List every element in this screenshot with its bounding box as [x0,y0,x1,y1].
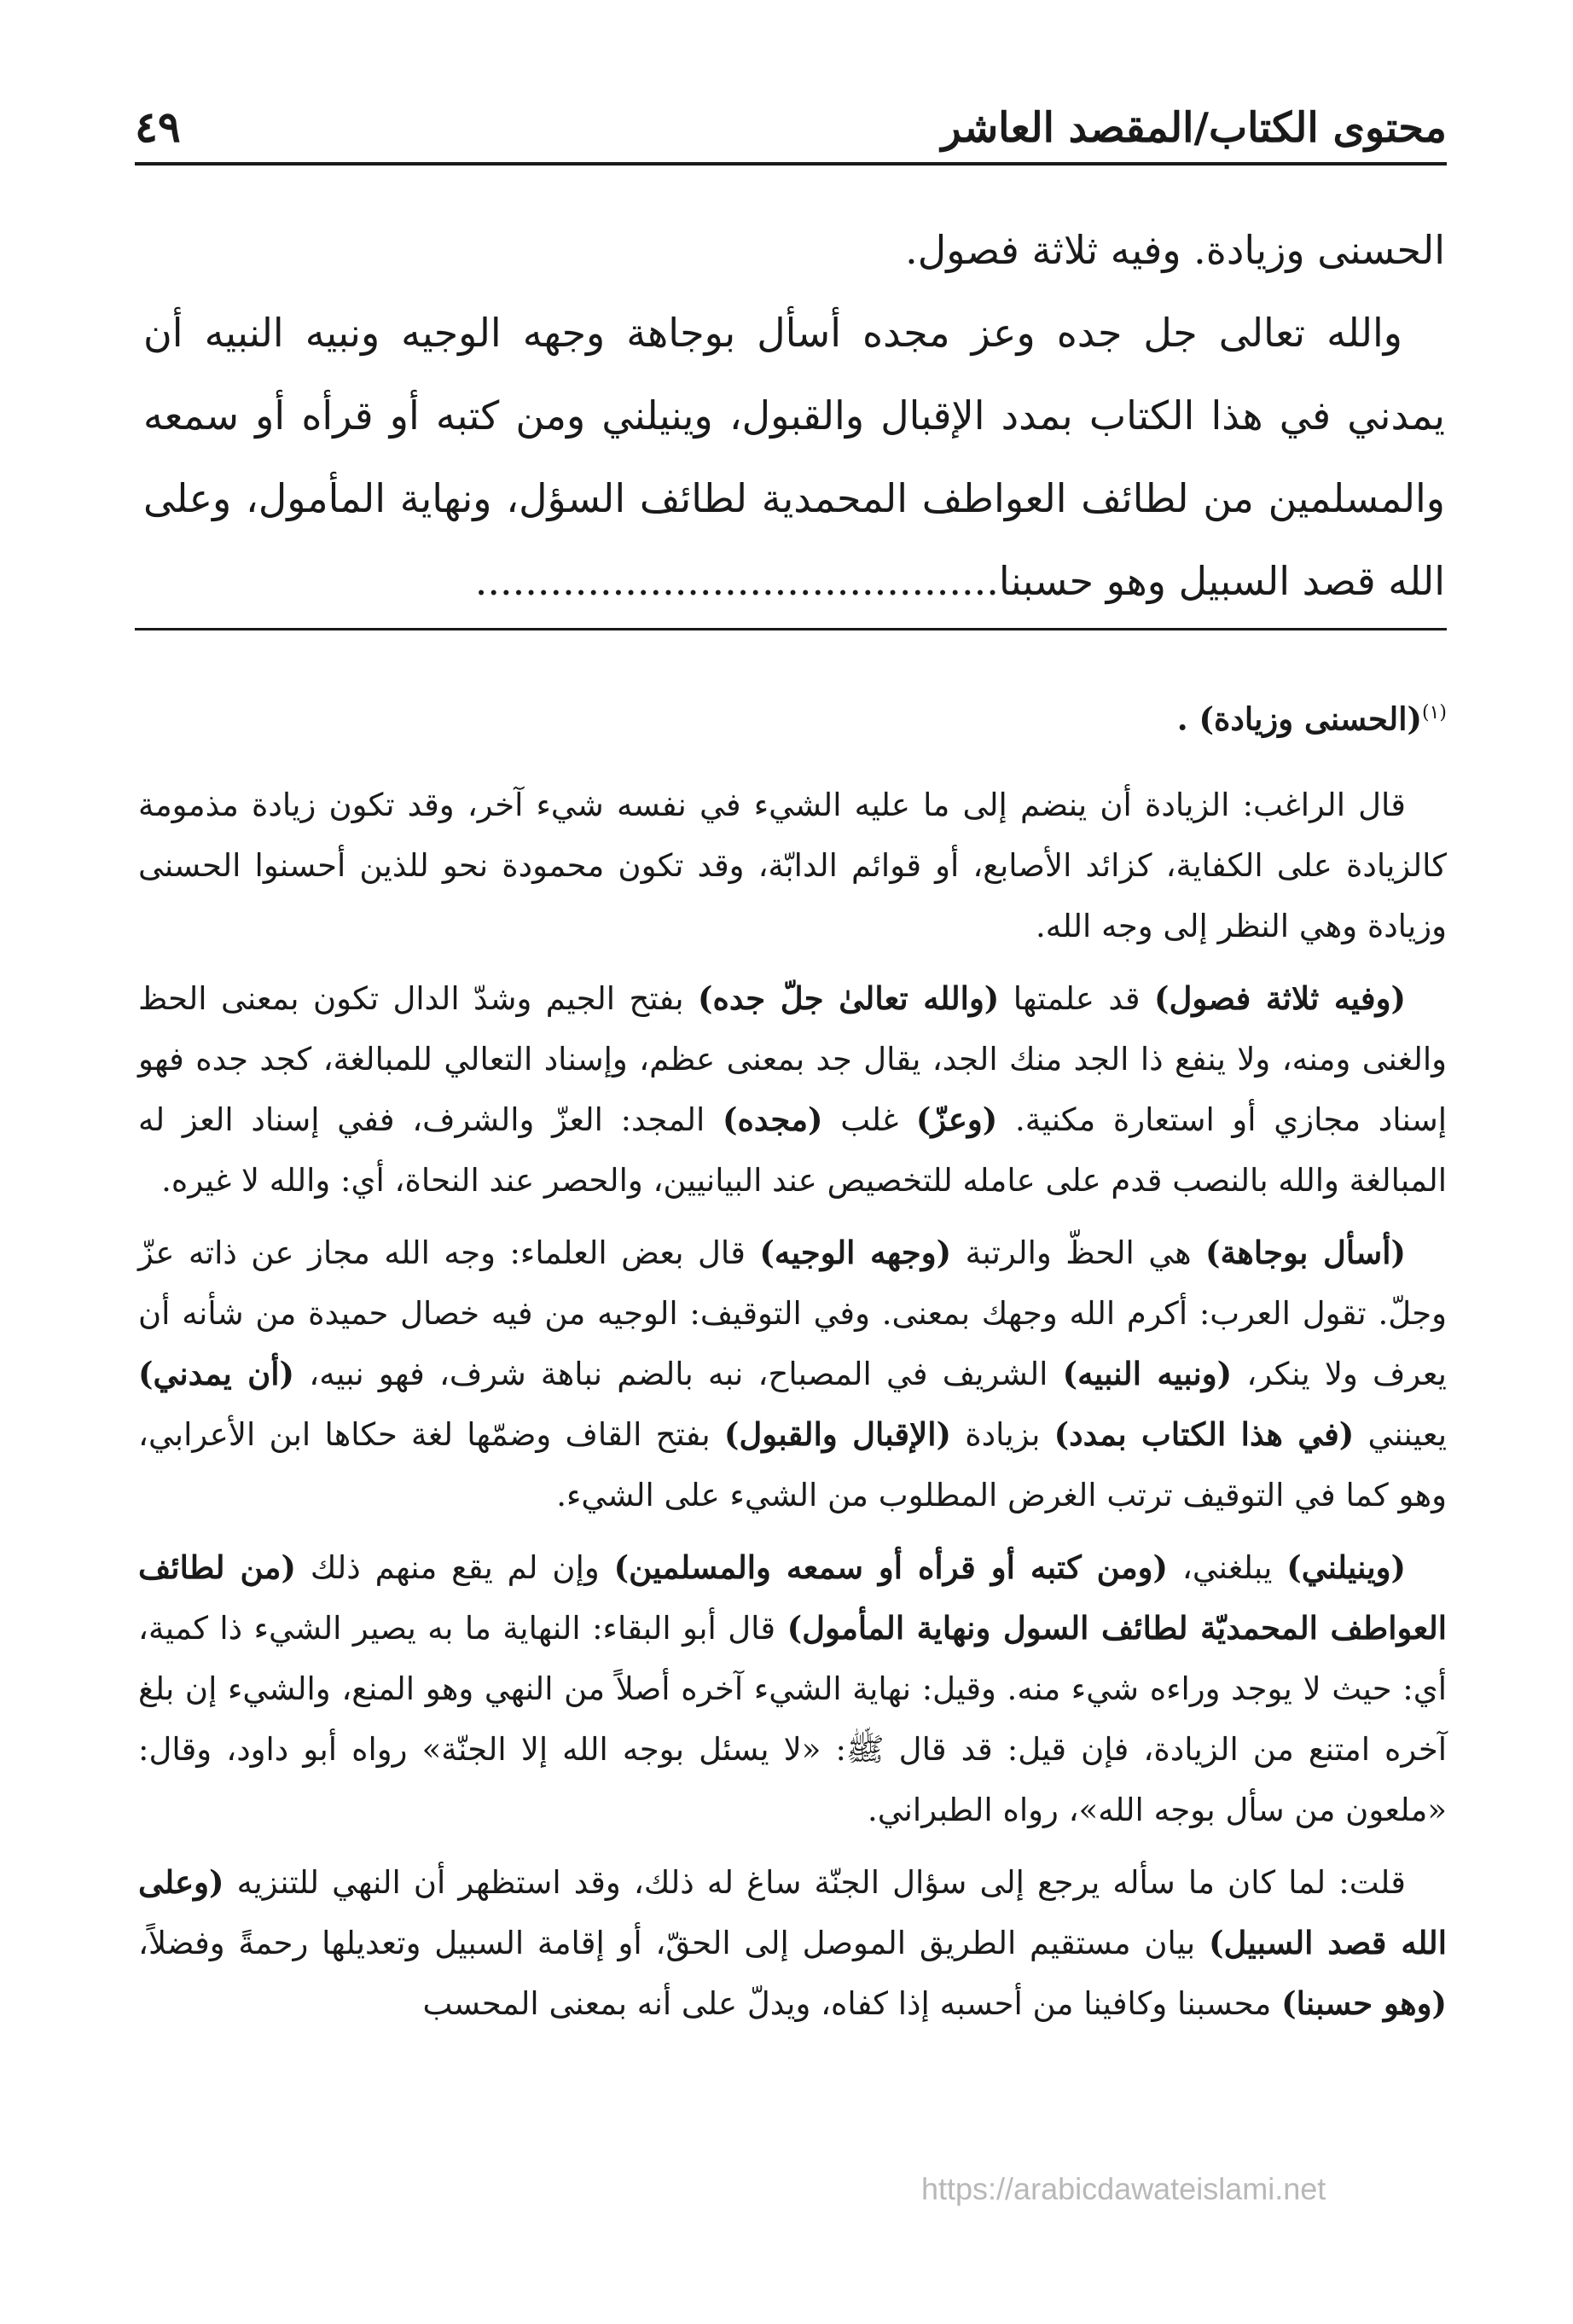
note-quote: (أسأل بوجاهة) [1205,1234,1406,1272]
note-quote: (والله تعالىٰ جلّ جده) [697,979,1000,1018]
note-text: هي الحظّ والرتبة [951,1235,1206,1272]
note-text: قال بعض العلماء: وجه الله مجاز عن ذاته عزّ وجلّ. تقول العرب: أكرم الله وجهك بمعنى. وفي التوقيف: الوجيه من فيه خصال حميدة من شأنه أن يعرف ولا ينكر، [138,1235,1447,1393]
ellipsis-dots: ......................................... [474,558,987,604]
note-text: غلب [822,1101,916,1139]
footnote-marker: (١) [1421,702,1447,723]
note-text: الشريف في المصباح، نبه بالضم نباهة شرف، فهو نبيه، [294,1356,1063,1393]
note-paragraph [138,1537,1447,1840]
running-header [135,75,1447,152]
note-text: قد علمتها [999,980,1154,1018]
note-text: يبلغني، [1168,1549,1287,1587]
note-heading-text: (الحسنى وزيادة) . [1176,700,1422,738]
note-text: بيان مستقيم الطريق الموصل إلى الحقّ، أو إقامة السبيل وتعديلها رحمةً وفضلاً، [138,1925,1209,1962]
note-text: قلت: لما كان ما سأله يرجع إلى سؤال الجنّة ساغ له ذلك، وقد استظهر أن النهي للتنزيه [223,1864,1406,1902]
note-quote: (من لطائف العواطف المحمديّة لطائف السول ونهاية المأمول) [138,1548,1447,1647]
main-line: الحسنى وزيادة. وفيه ثلاثة فصول. [905,227,1445,273]
note-text: بزيادة [950,1416,1054,1454]
note-text: محسبنا وكافينا من أحسبه إذا كفاه، ويدلّ على أنه بمعنى المحسب [422,1985,1282,2023]
commentary [138,683,1447,2046]
note-heading [138,683,1447,749]
note-text: قال الراغب: الزيادة أن ينضم إلى ما عليه الشيء في نفسه شيء آخر، وقد تكون زيادة مذمومة كالزيادة على الكفاية، كزائد الأصابع، أو قوائم الدابّة، وقد تكون محمودة نحو للذين أحسنوا الحسنى وزيادة وهي النظر إلى وجه الله. [138,787,1447,945]
note-quote: (الإقبال والقبول) [723,1415,951,1454]
watermark-url: https://arabicdawateislami.net [921,2171,1326,2206]
main-paragraph [143,292,1445,623]
note-quote: (مجده) [723,1101,823,1139]
main-paragraph-text: والله تعالى جل جده وعز مجده أسأل بوجاهة وجهه الوجيه ونبيه النبيه أن يمدني في هذا الكتاب بمدد الإقبال والقبول، وينيلني ومن كتبه أو قرأه أو سمعه والمسلمين من لطائف العواطف المحمدية لطائف السؤل، ونهاية المأمول، وعلى الله قصد السبيل وهو حسبنا. [143,310,1445,604]
note-quote: (وجهه الوجيه) [759,1234,952,1272]
chapter-title: محتوى الكتاب/المقصد العاشر [941,104,1447,152]
note-text: بفتح القاف وضمّها لغة حكاها ابن الأعرابي، وهو كما في التوقيف ترتب الغرض المطلوب من الشيء على الشيء. [138,1416,1447,1514]
note-quote: (أن يمدني) [138,1355,295,1393]
note-text: قال أبو البقاء: النهاية ما به يصير الشيء ذا كمية، أي: حيث لا يوجد وراءه شيء منه. وقيل: نهاية الشيء آخره أصلاً من النهي وهو المنع، والشيء إن بلغ آخره امتنع من الزيادة، فإن قيل: قد قال ﷺ: «لا يسئل بوجه الله إلا الجنّة» رواه أبو داود، وقال: «ملعون من سأل بوجه الله»، رواه الطبراني. [138,1610,1447,1829]
note-paragraph [138,1223,1447,1525]
page-number: ٤٩ [135,102,181,152]
note-quote: (في هذا الكتاب بمدد) [1054,1415,1355,1454]
note-paragraph [138,775,1447,956]
note-quote: (وهو حسبنا) [1281,1984,1447,2023]
note-paragraph [138,968,1447,1211]
note-text: المجد: العزّ والشرف، ففي إسناد العز له المبالغة والله بالنصب قدم على عامله للتخصيص عند البيانيين، والحصر عند النحاة، أي: والله لا غيره. [138,1101,1447,1200]
header-rule [135,162,1447,166]
note-quote: (وعلى الله قصد السبيل) [138,1863,1447,1962]
note-quote: (ومن كتبه أو قرأه أو سمعه والمسلمين) [613,1548,1169,1587]
note-text: بفتح الجيم وشدّ الدال تكون بمعنى الحظ والغنى ومنه، ولا ينفع ذا الجد منك الجد، يقال جد بمعنى عظم، وإسناد التعالي للمبالغة، كجد جده فهو إسناد مجازي أو استعارة مكنية. [138,980,1448,1139]
note-quote: (ونبيه النبيه) [1062,1355,1233,1393]
note-quote: (وينيلني) [1286,1548,1407,1587]
footnote-separator [135,628,1447,630]
note-text: وإن لم يقع منهم ذلك [295,1549,614,1587]
note-quote: (وعزّ) [915,1101,998,1139]
main-text [143,209,1445,623]
note-quote: (وفيه ثلاثة فصول) [1154,979,1406,1018]
note-text: يعينني [1354,1416,1447,1454]
note-paragraph [138,1852,1447,2034]
